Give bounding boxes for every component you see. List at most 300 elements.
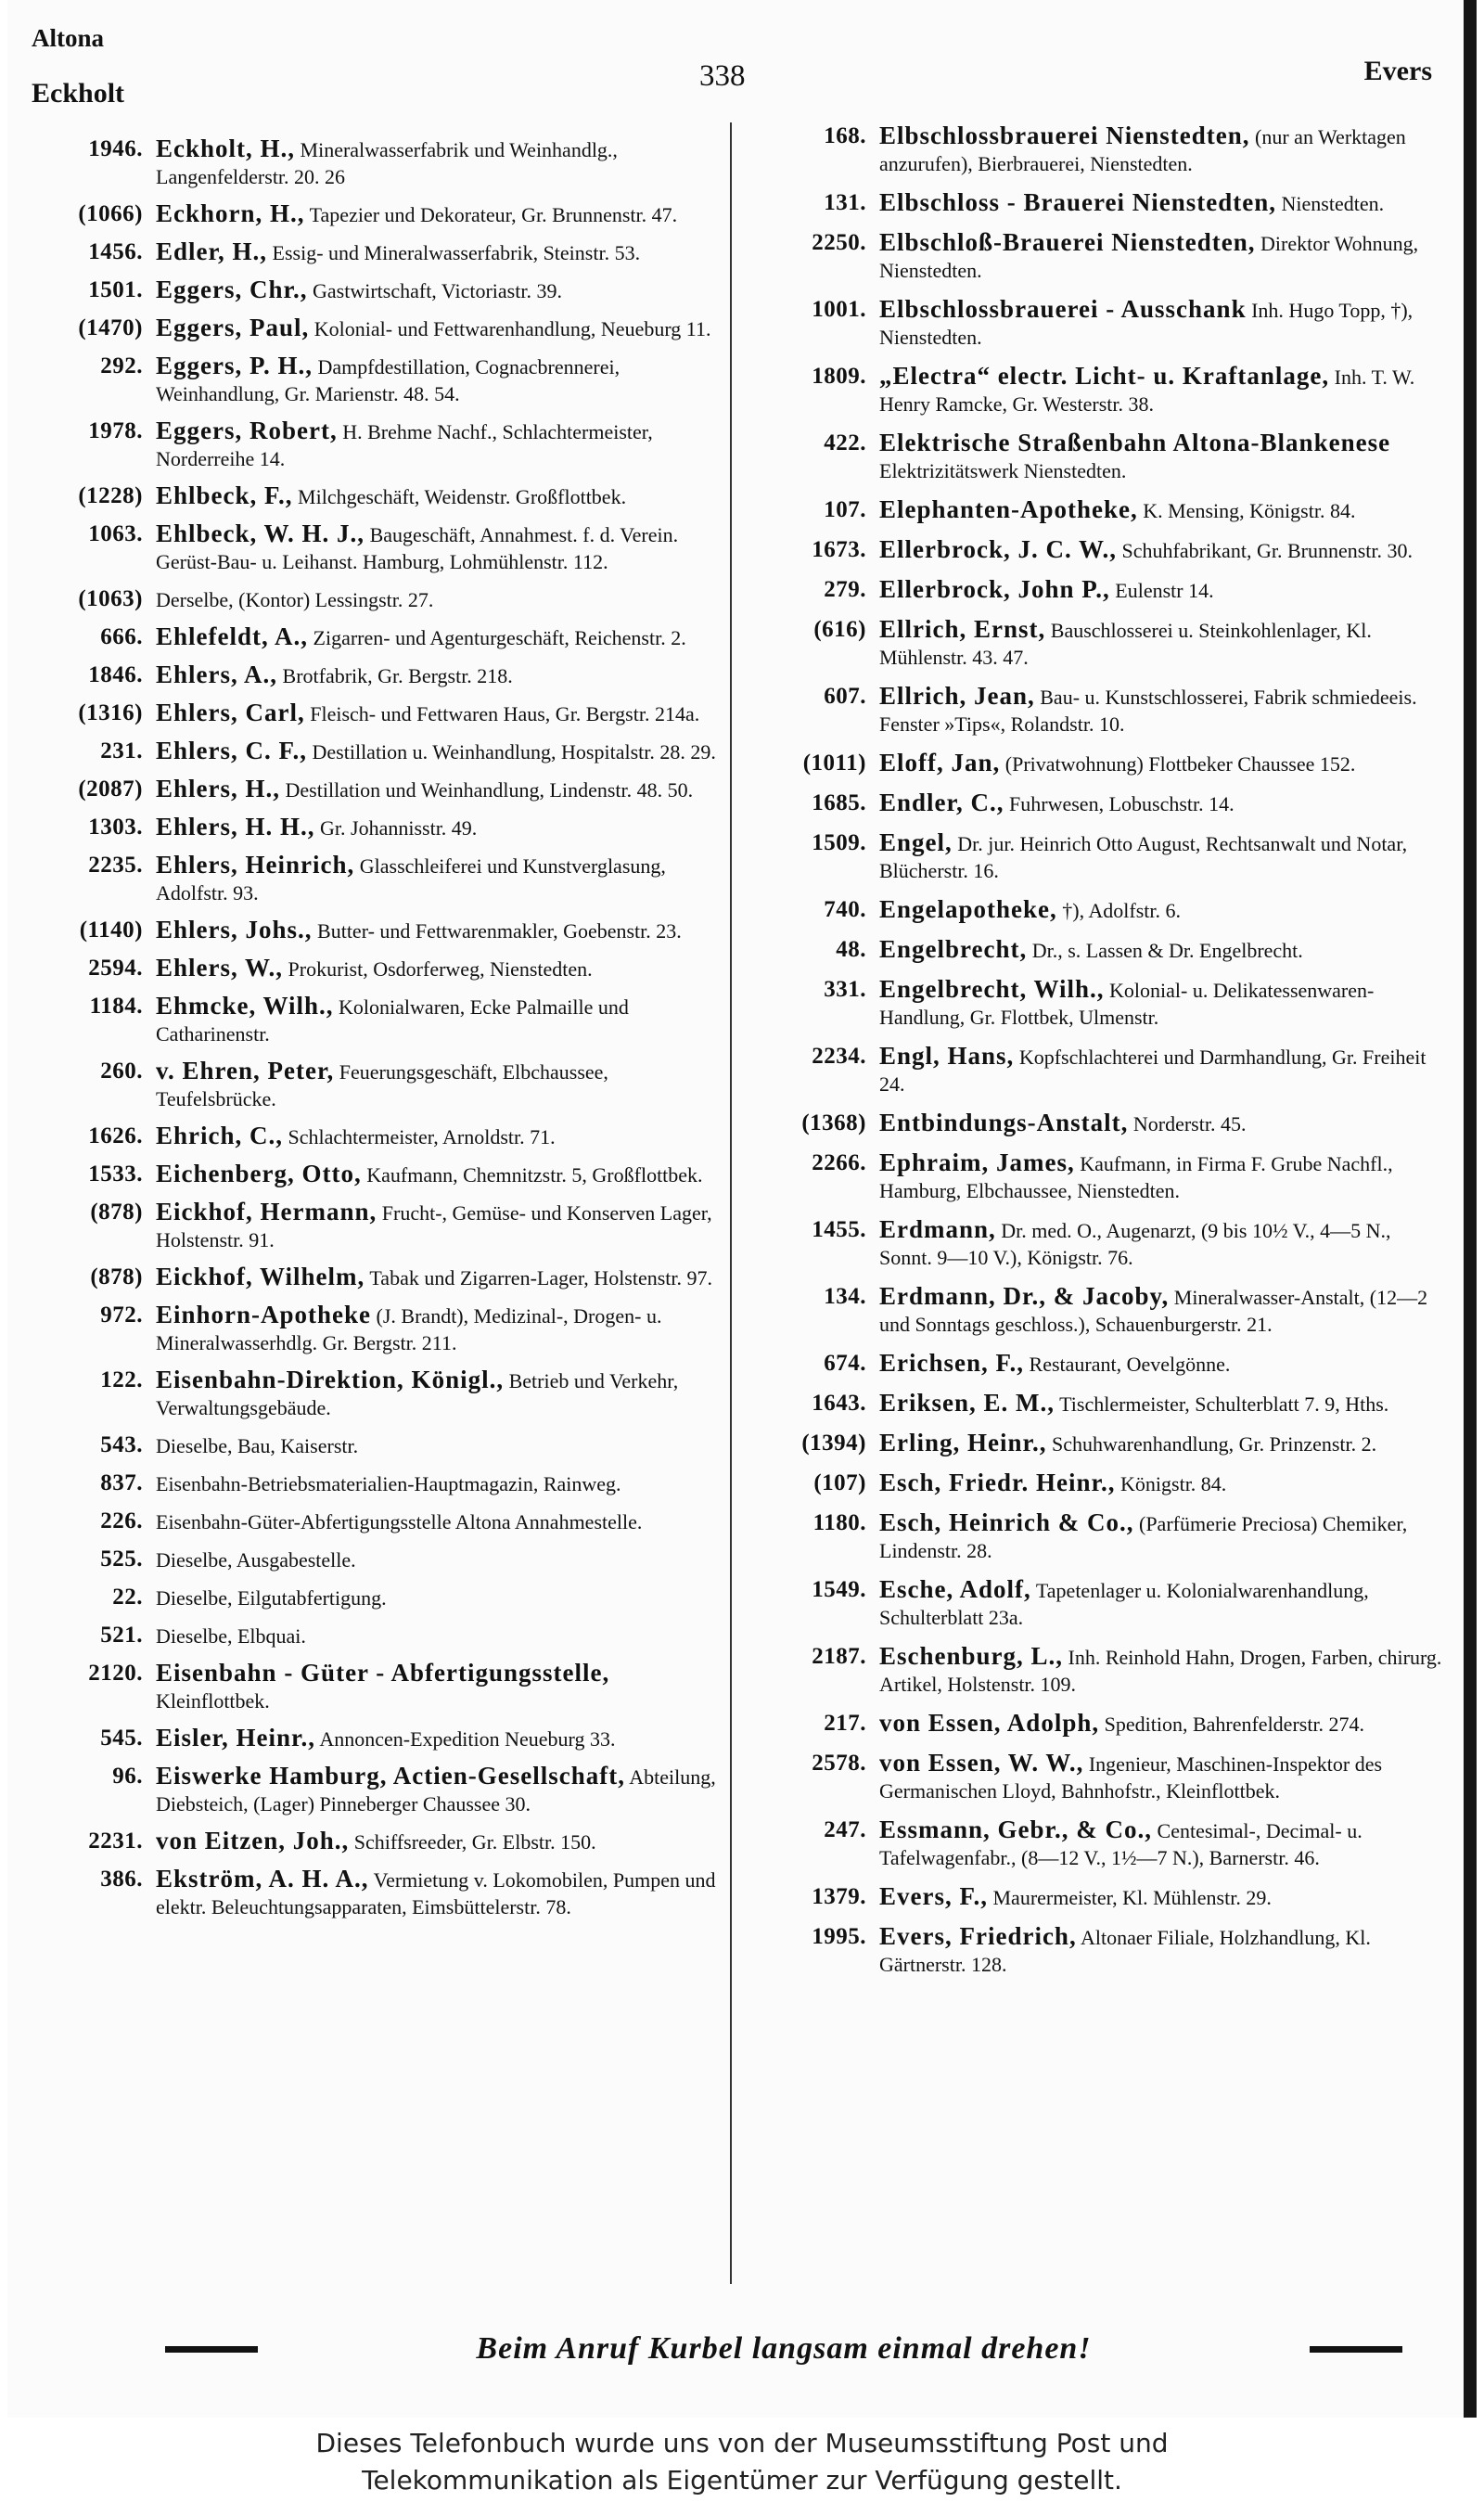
header-left-range: Eckholt xyxy=(32,78,125,109)
entry-details: Dieselbe, Ausgabestelle. xyxy=(156,1548,356,1572)
directory-entry xyxy=(32,1161,723,1188)
entry-name: Eggers, Paul, xyxy=(156,314,310,341)
entry-name: von Essen, W. W., xyxy=(879,1749,1084,1777)
directory-entry xyxy=(755,1710,1443,1738)
directory-entry xyxy=(755,936,1443,964)
entry-details: Eisenbahn-Güter-Abfertigungsstelle Altona Annahmestelle. xyxy=(156,1510,643,1533)
entry-details: Ingenieur, Maschinen-Inspektor des Germanischen Lloyd, Bahnhofstr., Kleinflottbek. xyxy=(879,1752,1383,1803)
entry-details: Milchgeschäft, Weidenstr. Großflottbek. xyxy=(298,485,627,508)
entry-text xyxy=(156,814,723,841)
entry-text xyxy=(156,1546,723,1573)
entry-text xyxy=(156,482,723,510)
entry-number: 1509. xyxy=(812,830,866,855)
entry-text xyxy=(156,1199,723,1253)
entry-details: Kolonialwaren, Ecke Palmaille und Catharinenstr. xyxy=(156,995,629,1046)
entry-number: (1011) xyxy=(802,751,866,776)
directory-entry xyxy=(755,1216,1443,1271)
entry-text xyxy=(879,1576,1443,1631)
entry-details: Schlachtermeister, Arnoldstr. 71. xyxy=(288,1125,556,1148)
entry-text xyxy=(879,1110,1443,1137)
entry-number: 1001. xyxy=(812,297,866,322)
entry-number: 2578. xyxy=(812,1751,866,1776)
directory-entry xyxy=(755,1923,1443,1978)
entry-details: (Privatwohnung) Flottbeker Chaussee 152. xyxy=(1004,752,1356,776)
entry-name: v. Ehren, Peter, xyxy=(156,1057,335,1084)
entry-number: 1978. xyxy=(88,418,143,443)
entry-name: Evers, F., xyxy=(879,1882,988,1910)
entry-name: Eiswerke Hamburg, Actien-Gesellschaft, xyxy=(156,1762,625,1790)
entry-text xyxy=(879,1750,1443,1804)
entry-details: Spedition, Bahrenfelderstr. 274. xyxy=(1104,1713,1365,1736)
entry-details: Nienstedten. xyxy=(1281,192,1385,215)
entry-text xyxy=(879,1216,1443,1271)
page-header xyxy=(32,19,1449,121)
entry-details: Butter- und Fettwarenmakler, Goebenstr. 23. xyxy=(317,919,682,943)
directory-entry xyxy=(32,917,723,944)
entry-details: Kolonial- und Fettwarenhandlung, Neueburg 11. xyxy=(313,317,711,340)
directory-entry xyxy=(32,353,723,407)
entry-text xyxy=(879,430,1443,484)
entry-name: Ellrich, Jean, xyxy=(879,682,1035,710)
entry-text xyxy=(879,1149,1443,1204)
entry-text xyxy=(156,276,723,304)
entry-number: 1063. xyxy=(88,521,143,546)
entry-details: Dr., s. Lassen & Dr. Engelbrecht. xyxy=(1031,939,1303,962)
right-column xyxy=(755,122,1443,2284)
directory-entry xyxy=(755,1390,1443,1418)
entry-details: Kaufmann, Chemnitzstr. 5, Großflottbek. xyxy=(366,1163,703,1187)
entry-number: 1549. xyxy=(812,1577,866,1602)
entry-number: 545. xyxy=(100,1726,143,1751)
entry-number: 1455. xyxy=(812,1217,866,1242)
entry-number: (1063) xyxy=(78,586,143,611)
entry-text xyxy=(156,1123,723,1150)
entry-text xyxy=(156,623,723,651)
entry-details: Prokurist, Osdorferweg, Nienstedten. xyxy=(288,957,593,981)
entry-text xyxy=(156,520,723,575)
entry-text xyxy=(156,699,723,727)
entry-text xyxy=(156,1763,723,1817)
entry-details: Brotfabrik, Gr. Bergstr. 218. xyxy=(282,664,513,687)
entry-name: Entbindungs-Anstalt, xyxy=(879,1109,1129,1136)
entry-number: (1140) xyxy=(79,917,143,943)
entry-text xyxy=(879,1390,1443,1418)
entry-details: Maurermeister, Kl. Mühlenstr. 29. xyxy=(992,1886,1272,1909)
directory-entry xyxy=(755,750,1443,777)
entry-name: Eickhof, Hermann, xyxy=(156,1198,377,1225)
directory-entry xyxy=(32,1660,723,1714)
directory-entry xyxy=(32,276,723,304)
entry-number: 521. xyxy=(100,1623,143,1648)
entry-details: Feuerungsgeschäft, Elbchaussee, Teufelsbrücke. xyxy=(156,1060,608,1110)
directory-entry xyxy=(32,1366,723,1421)
entry-details: H. Brehme Nachf., Schlachtermeister, Norderreihe 14. xyxy=(156,420,653,470)
entry-number: 674. xyxy=(824,1351,866,1376)
entry-details: Dieselbe, Eilgutabfertigung. xyxy=(156,1586,387,1610)
entry-name: Endler, C., xyxy=(879,789,1004,816)
entry-text xyxy=(879,229,1443,284)
entry-text xyxy=(879,976,1443,1031)
entry-name: Eisenbahn - Güter - Abfertigungsstelle, xyxy=(156,1659,610,1687)
entry-details: Königstr. 84. xyxy=(1120,1472,1227,1495)
entry-details: Annoncen-Expedition Neueburg 33. xyxy=(319,1727,616,1751)
entry-name: Elbschloss - Brauerei Nienstedten, xyxy=(879,188,1277,216)
entry-number: 2120. xyxy=(88,1661,143,1686)
entry-details: Direktor Wohnung, Nienstedten. xyxy=(879,232,1419,282)
entry-name: Engl, Hans, xyxy=(879,1042,1015,1070)
entry-details: Restaurant, Oevelgönne. xyxy=(1029,1353,1231,1376)
directory-entry xyxy=(755,789,1443,817)
directory-entry xyxy=(32,814,723,841)
entry-name: von Eitzen, Joh., xyxy=(156,1827,350,1854)
entry-name: Eggers, Chr., xyxy=(156,276,308,303)
entry-name: Ehlers, A., xyxy=(156,661,278,688)
directory-entry xyxy=(755,1509,1443,1564)
directory-entry xyxy=(32,699,723,727)
entry-name: Engelbrecht, Wilh., xyxy=(879,975,1105,1003)
column-divider xyxy=(730,122,732,2284)
entry-text xyxy=(156,955,723,982)
entry-number: 292. xyxy=(100,353,143,379)
directory-entry xyxy=(755,976,1443,1031)
entry-text xyxy=(156,852,723,906)
entry-name: Ehrich, C., xyxy=(156,1122,284,1149)
entry-number: (878) xyxy=(90,1200,143,1225)
entry-details: Inh. Reinhold Hahn, Drogen, Farben, chirurg. Artikel, Holstenstr. 109. xyxy=(879,1646,1442,1696)
directory-entry xyxy=(32,314,723,342)
entry-number: 217. xyxy=(824,1711,866,1736)
directory-entry xyxy=(755,1110,1443,1137)
entry-details: Dieselbe, Bau, Kaiserstr. xyxy=(156,1434,359,1457)
entry-name: Elbschloß-Brauerei Nienstedten, xyxy=(879,228,1256,256)
entry-name: Ehlefeldt, A., xyxy=(156,622,309,650)
directory-entry xyxy=(32,738,723,765)
directory-entry xyxy=(32,482,723,510)
entry-text xyxy=(156,1264,723,1291)
entry-number: (1066) xyxy=(78,201,143,226)
entry-name: Eriksen, E. M., xyxy=(879,1389,1055,1417)
entry-number: 2231. xyxy=(88,1828,143,1854)
entry-details: Dieselbe, Elbquai. xyxy=(156,1624,306,1648)
directory-entry xyxy=(755,536,1443,564)
entry-text xyxy=(156,238,723,266)
entry-text xyxy=(879,576,1443,604)
entry-name: Eichenberg, Otto, xyxy=(156,1160,362,1187)
entry-details: Dampfdestillation, Cognacbrennerei, Weinhandlung, Gr. Marienstr. 48. 54. xyxy=(156,355,620,405)
entry-name: Ellerbrock, John P., xyxy=(879,575,1110,603)
entry-text xyxy=(879,1923,1443,1978)
directory-entry xyxy=(755,1643,1443,1698)
entry-text xyxy=(156,738,723,765)
page-binding-edge xyxy=(1464,0,1477,2418)
directory-entry xyxy=(755,229,1443,284)
entry-details: Mineralwasser-Anstalt, (12—2 und Sonntags geschloss.), Schauenburgerstr. 21. xyxy=(879,1286,1428,1336)
entry-number: 1533. xyxy=(88,1161,143,1187)
directory-entry xyxy=(32,1546,723,1573)
entry-text xyxy=(156,1660,723,1714)
entry-text xyxy=(156,314,723,342)
entry-number: (878) xyxy=(90,1264,143,1289)
entry-details: Inh. T. W. Henry Ramcke, Gr. Westerstr. 38. xyxy=(879,366,1415,416)
entry-number: 168. xyxy=(824,123,866,148)
entry-text xyxy=(156,1622,723,1649)
entry-name: Eggers, P. H., xyxy=(156,352,313,379)
header-right-range: Evers xyxy=(1363,56,1432,86)
entry-number: 1180. xyxy=(812,1510,866,1535)
entry-name: Erling, Heinr., xyxy=(879,1429,1047,1456)
entry-name: Esch, Heinrich & Co., xyxy=(879,1508,1134,1536)
entry-number: (1368) xyxy=(801,1110,866,1136)
entry-number: 96. xyxy=(112,1764,143,1789)
entry-text xyxy=(879,1283,1443,1338)
entry-number: 122. xyxy=(100,1367,143,1392)
directory-entry xyxy=(32,1584,723,1611)
directory-entry xyxy=(755,1750,1443,1804)
entry-name: Eggers, Robert, xyxy=(156,417,338,444)
entry-name: Essmann, Gebr., & Co., xyxy=(879,1816,1153,1843)
entry-details: Elektrizitätswerk Nienstedten. xyxy=(879,459,1127,482)
entry-name: Ekström, A. H. A., xyxy=(156,1865,369,1893)
entry-details: Betrieb und Verkehr, Verwaltungsgebäude. xyxy=(156,1369,679,1419)
entry-name: Eisler, Heinr., xyxy=(156,1724,316,1751)
provenance-line-1: Dieses Telefonbuch wurde uns von der Museumsstiftung Post und xyxy=(315,2428,1169,2458)
entry-details: Vermietung v. Lokomobilen, Pumpen und elektr. Beleuchtungsapparaten, Eimsbüttelerstr. 78. xyxy=(156,1868,716,1918)
entry-text xyxy=(156,417,723,472)
entry-text xyxy=(156,1302,723,1356)
entry-details: Eisenbahn-Betriebsmaterialien-Hauptmagazin, Rainweg. xyxy=(156,1472,621,1495)
directory-page xyxy=(7,0,1477,2418)
directory-entry xyxy=(32,1828,723,1855)
entry-details: Dr. med. O., Augenarzt, (9 bis 10½ V., 4—5 N., Sonnt. 9—10 V.), Königstr. 76. xyxy=(879,1219,1391,1269)
directory-entry xyxy=(32,417,723,472)
directory-entry xyxy=(755,296,1443,351)
directory-entry xyxy=(32,1123,723,1150)
entry-name: Engel, xyxy=(879,828,953,856)
entry-number: (616) xyxy=(813,617,866,642)
entry-number: 666. xyxy=(100,624,143,649)
header-page-number: 338 xyxy=(699,59,746,93)
directory-entry xyxy=(755,1469,1443,1497)
directory-entry xyxy=(32,238,723,266)
entry-text xyxy=(879,296,1443,351)
directory-entry xyxy=(755,896,1443,924)
directory-entry xyxy=(755,1350,1443,1378)
entry-text xyxy=(879,1350,1443,1378)
entry-details: Bau- u. Kunstschlosserei, Fabrik schmiedeeis. Fenster »Tips«, Rolandstr. 10. xyxy=(879,686,1417,736)
entry-number: 2250. xyxy=(812,230,866,255)
entry-details: (nur an Werktagen anzurufen), Bierbrauerei, Nienstedten. xyxy=(879,125,1406,175)
entry-number: 226. xyxy=(100,1508,143,1533)
entry-text xyxy=(879,936,1443,964)
entry-name: Ehlers, W., xyxy=(156,954,284,982)
entry-number: 1673. xyxy=(812,537,866,562)
entry-details: Dr. jur. Heinrich Otto August, Rechtsanwalt und Notar, Blücherstr. 16. xyxy=(879,832,1408,882)
entry-number: 1846. xyxy=(88,662,143,687)
entry-text xyxy=(879,536,1443,564)
entry-name: Ehlbeck, F., xyxy=(156,481,293,509)
entry-number: 1946. xyxy=(88,136,143,161)
entry-details: (Parfümerie Preciosa) Chemiker, Lindenstr. 28. xyxy=(879,1512,1408,1562)
directory-entry xyxy=(32,993,723,1047)
entry-name: Ehlers, Johs., xyxy=(156,916,313,943)
entry-name: Elbschlossbrauerei Nienstedten, xyxy=(879,122,1250,149)
directory-entry xyxy=(32,852,723,906)
entry-number: 2266. xyxy=(812,1150,866,1175)
entry-number: (107) xyxy=(813,1470,866,1495)
entry-name: Eickhof, Wilhelm, xyxy=(156,1263,365,1290)
entry-name: Erdmann, Dr., & Jacoby, xyxy=(879,1282,1170,1310)
entry-text xyxy=(156,1469,723,1497)
entry-name: Esche, Adolf, xyxy=(879,1575,1031,1603)
entry-details: Kleinflottbek. xyxy=(156,1689,270,1713)
entry-number: 837. xyxy=(100,1470,143,1495)
entry-text xyxy=(156,993,723,1047)
entry-details: Essig- und Mineralwasserfabrik, Steinstr. 53. xyxy=(272,241,641,264)
entry-details: Tapezier und Dekorateur, Gr. Brunnenstr. 47. xyxy=(309,203,678,226)
entry-details: Inh. Hugo Topp, †), Nienstedten. xyxy=(879,299,1414,349)
entry-details: Norderstr. 45. xyxy=(1132,1112,1247,1136)
entry-text xyxy=(879,1430,1443,1457)
directory-entry xyxy=(32,1058,723,1112)
entry-details: Schuhwarenhandlung, Gr. Prinzenstr. 2. xyxy=(1052,1432,1377,1456)
entry-details: Mineralwasserfabrik und Weinhandlg., Langenfelderstr. 20. 26 xyxy=(156,138,618,188)
entry-name: Eckhorn, H., xyxy=(156,199,305,227)
entry-number: (1228) xyxy=(78,483,143,508)
entry-number: 1501. xyxy=(88,277,143,302)
entry-details: †), Adolfstr. 6. xyxy=(1062,899,1182,922)
entry-text xyxy=(156,1366,723,1421)
header-city: Altona xyxy=(32,24,105,52)
entry-details: Fuhrwesen, Lobuschstr. 14. xyxy=(1009,792,1235,815)
entry-name: Ellrich, Ernst, xyxy=(879,615,1046,643)
provenance-line-2: Telekommunikation als Eigentümer zur Verfügung gestellt. xyxy=(362,2465,1122,2496)
entry-details: Destillation und Weinhandlung, Lindenstr. 48. 50. xyxy=(285,778,694,802)
directory-entry xyxy=(755,1149,1443,1204)
entry-name: Ehlers, H. H., xyxy=(156,813,315,840)
directory-entry xyxy=(755,1816,1443,1871)
entry-details: Kaufmann, in Firma F. Grube Nachfl., Hamburg, Elbchaussee, Nienstedten. xyxy=(879,1152,1393,1202)
entry-number: (2087) xyxy=(78,776,143,802)
entry-number: 386. xyxy=(100,1867,143,1892)
entry-text xyxy=(879,1710,1443,1738)
directory-entry xyxy=(32,776,723,803)
entry-number: 607. xyxy=(824,684,866,709)
entry-name: Eisenbahn-Direktion, Königl., xyxy=(156,1366,505,1393)
entry-number: 525. xyxy=(100,1546,143,1572)
directory-entry xyxy=(32,135,723,190)
entry-text xyxy=(156,917,723,944)
entry-number: 422. xyxy=(824,430,866,455)
entry-details: Baugeschäft, Annahmest. f. d. Verein. Gerüst-Bau- u. Leihanst. Hamburg, Lohmühlenstr. 112. xyxy=(156,523,679,573)
entry-text xyxy=(879,750,1443,777)
provenance-notice xyxy=(0,2421,1484,2502)
entry-name: Engelbrecht, xyxy=(879,935,1028,963)
entry-text xyxy=(156,585,723,613)
entry-name: Elbschlossbrauerei - Ausschank xyxy=(879,295,1247,323)
directory-entry xyxy=(32,661,723,689)
entry-details: (J. Brandt), Medizinal-, Drogen- u. Mineralwasserhdlg. Gr. Bergstr. 211. xyxy=(156,1304,662,1354)
entry-number: 107. xyxy=(824,497,866,522)
directory-entry xyxy=(755,1283,1443,1338)
entry-text xyxy=(879,1043,1443,1097)
entry-number: 48. xyxy=(836,937,866,962)
entry-name: Ellerbrock, J. C. W., xyxy=(879,535,1118,563)
entry-name: Engelapotheke, xyxy=(879,895,1057,923)
entry-details: Glasschleiferei und Kunstverglasung, Adolfstr. 93. xyxy=(156,854,666,905)
entry-name: Ehlers, H., xyxy=(156,775,281,802)
entry-details: Kopfschlachterei und Darmhandlung, Gr. Freiheit 24. xyxy=(879,1046,1426,1096)
entry-text xyxy=(879,896,1443,924)
entry-text xyxy=(156,353,723,407)
entry-details: Tabak und Zigarren-Lager, Holstenstr. 97. xyxy=(369,1266,713,1289)
slogan-rule-right xyxy=(1310,2346,1402,2353)
left-column xyxy=(32,122,723,2284)
entry-number: 1456. xyxy=(88,239,143,264)
directory-entry xyxy=(755,189,1443,217)
entry-text xyxy=(879,683,1443,738)
directory-entry xyxy=(32,1199,723,1253)
entry-text xyxy=(879,789,1443,817)
entry-details: Eulenstr 14. xyxy=(1115,579,1214,602)
entry-number: 1626. xyxy=(88,1123,143,1148)
entry-text xyxy=(156,1725,723,1752)
entry-text xyxy=(879,616,1443,671)
entry-details: Schiffsreeder, Gr. Elbstr. 150. xyxy=(353,1830,596,1854)
entry-details: Tapetenlager u. Kolonialwarenhandlung, Schulterblatt 23a. xyxy=(879,1579,1369,1629)
entry-details: Gastwirtschaft, Victoriastr. 39. xyxy=(313,279,562,302)
directory-entry xyxy=(32,1469,723,1497)
entry-name: Elektrische Straßenbahn Altona-Blankenese xyxy=(879,429,1391,456)
entry-number: 972. xyxy=(100,1302,143,1328)
entry-number: 247. xyxy=(824,1817,866,1842)
entry-details: Tischlermeister, Schulterblatt 7. 9, Hths. xyxy=(1059,1392,1389,1416)
entry-number: 2187. xyxy=(812,1644,866,1669)
entry-number: 331. xyxy=(824,977,866,1002)
entry-number: 1184. xyxy=(89,994,143,1019)
directory-entry xyxy=(755,576,1443,604)
entry-number: 131. xyxy=(824,190,866,215)
directory-entry xyxy=(32,623,723,651)
entry-text xyxy=(156,661,723,689)
entry-text xyxy=(879,1883,1443,1911)
directory-entry xyxy=(32,1302,723,1356)
entry-details: Abteilung, Diebsteich, (Lager) Pinneberger Chaussee 30. xyxy=(156,1765,716,1816)
entry-name: „Electra“ electr. Licht- u. Kraftanlage, xyxy=(879,362,1330,390)
entry-details: K. Mensing, Königstr. 84. xyxy=(1143,499,1356,522)
entry-text xyxy=(156,1508,723,1535)
entry-number: 2234. xyxy=(812,1044,866,1069)
entry-number: (1316) xyxy=(78,700,143,725)
entry-text xyxy=(879,1509,1443,1564)
entry-number: 279. xyxy=(824,577,866,602)
entry-details: Zigarren- und Agenturgeschäft, Reichenstr. 2. xyxy=(313,626,686,649)
entry-text xyxy=(879,363,1443,417)
entry-name: Ehlers, Heinrich, xyxy=(156,851,355,879)
entry-name: Eloff, Jan, xyxy=(879,749,1001,776)
entry-details: Kolonial- u. Delikatessenwaren-Handlung, Gr. Flottbek, Ulmenstr. xyxy=(879,979,1375,1029)
entry-number: 1995. xyxy=(812,1924,866,1949)
entry-text xyxy=(156,1828,723,1855)
entry-number: (1394) xyxy=(801,1431,866,1456)
entry-text xyxy=(879,1469,1443,1497)
entry-number: 1379. xyxy=(812,1884,866,1909)
directory-entry xyxy=(32,1508,723,1535)
entry-details: Derselbe, (Kontor) Lessingstr. 27. xyxy=(156,588,434,611)
directory-entry xyxy=(32,955,723,982)
directory-entry xyxy=(755,1883,1443,1911)
entry-number: 2594. xyxy=(88,956,143,981)
entry-number: 260. xyxy=(100,1059,143,1084)
